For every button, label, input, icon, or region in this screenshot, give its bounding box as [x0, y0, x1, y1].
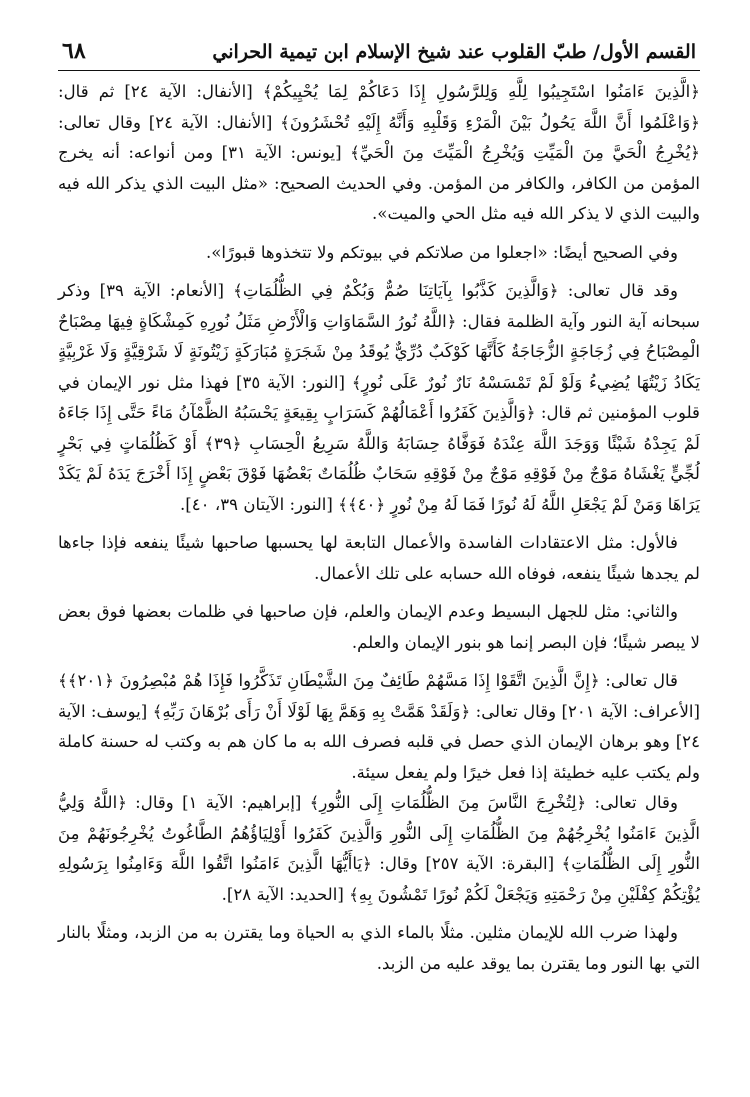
- page-number: ٦٨: [62, 38, 86, 64]
- running-header: [58, 38, 700, 70]
- paragraph-7: وقال تعالى: ﴿لِتُخْرِجَ النَّاسَ مِنَ الظُّلُمَاتِ إِلَى النُّورِ﴾ [إبراهيم: الآية ١] وقال: ﴿اللَّهُ وَلِيُّ الَّذِينَ ءَامَنُوا يُخْرِجُهُمْ مِنَ الظُّلُمَاتِ إِلَى النُّورِ وَالَّذِينَ كَفَرُوا أَوْلِيَاؤُهُمُ الطَّاغُوتُ يُخْرِجُونَهُمْ مِنَ النُّورِ إِلَى الظُّلُمَاتِ﴾ [البقرة: الآية ٢٥٧] وقال: ﴿يَاأَيُّهَا الَّذِينَ ءَامَنُوا اتَّقُوا اللَّهَ وَءَامِنُوا بِرَسُولِهِ يُؤْتِكُمْ كِفْلَيْنِ مِنْ رَحْمَتِهِ وَيَجْعَلْ لَكُمْ نُورًا تَمْشُونَ بِهِ﴾ [الحديد: الآية ٢٨].: [58, 793, 700, 904]
- paragraph-5: والثاني: مثل للجهل البسيط وعدم الإيمان والعلم، فإن صاحبها في ظلمات بعضها فوق بعض لا يبصر شيئًا؛ فإن البصر إنما هو بنور الإيمان والعلم.: [58, 602, 700, 652]
- paragraph-1: ﴿الَّذِينَ ءَامَنُوا اسْتَجِيبُوا لِلَّهِ وَلِلرَّسُولِ إِذَا دَعَاكُمْ لِمَا يُحْيِيكُمْ﴾ [الأنفال: الآية ٢٤] ثم قال: ﴿وَاعْلَمُوا أَنَّ اللَّهَ يَحُولُ بَيْنَ الْمَرْءِ وَقَلْبِهِ وَأَنَّهُ إِلَيْهِ تُحْشَرُونَ﴾ [الأنفال: الآية ٢٤] وقال تعالى: ﴿يُخْرِجُ الْحَيَّ مِنَ الْمَيِّتِ وَيُخْرِجُ الْمَيِّتَ مِنَ الْحَيِّ﴾ [يونس: الآية ٣١] ومن أنواعه: أنه يخرج المؤمن من الكافر، والكافر من المؤمن. وفي الحديث الصحيح: «مثل البيت الذي يذكر الله فيه والبيت الذي لا يذكر الله فيه مثل الحي والميت».: [58, 82, 700, 223]
- header-title: القسم الأول/ طبّ القلوب عند شيخ الإسلام ابن تيمية الحراني: [212, 41, 696, 63]
- paragraph-8: ولهذا ضرب الله للإيمان مثلين. مثلًا بالماء الذي به الحياة وما يقترن به من الزبد، ومثلًا بالنار التي بها النور وما يقترن بما يوقد عليه من الزبد.: [58, 923, 700, 973]
- paragraph-4: فالأول: مثل الاعتقادات الفاسدة والأعمال التابعة لها يحسبها صاحبها شيئًا ينفعه فإذا جاءها لم يجدها شيئًا ينفعه، فوفاه الله حسابه على تلك الأعمال.: [58, 533, 700, 583]
- paragraph-2: وفي الصحيح أيضًا: «اجعلوا من صلاتكم في بيوتكم ولا تتخذوها قبورًا».: [205, 242, 678, 262]
- page-body: [58, 77, 700, 979]
- paragraph-6: قال تعالى: ﴿إِنَّ الَّذِينَ اتَّقَوْا إِذَا مَسَّهُمْ طَائِفٌ مِنَ الشَّيْطَانِ تَذَكَّرُوا فَإِذَا هُمْ مُبْصِرُونَ ﴿٢٠١﴾﴾ [الأعراف: الآية ٢٠١] وقال تعالى: ﴿وَلَقَدْ هَمَّتْ بِهِ وَهَمَّ بِهَا لَوْلَا أَنْ رَأَى بُرْهَانَ رَبِّهِ﴾ [يوسف: الآية ٢٤] وهو برهان الإيمان الذي حصل في قلبه فصرف الله به ما كان هم به وكتب له حسنة كاملة ولم يكتب عليه خطيئة إذا فعل خيرًا ولم يفعل سيئة.: [58, 671, 700, 782]
- paragraph-3: وقد قال تعالى: ﴿وَالَّذِينَ كَذَّبُوا بِآيَاتِنَا صُمٌّ وَبُكْمٌ فِي الظُّلُمَاتِ﴾ [الأنعام: الآية ٣٩] وذكر سبحانه آية النور وآية الظلمة فقال: ﴿اللَّهُ نُورُ السَّمَاوَاتِ وَالْأَرْضِ مَثَلُ نُورِهِ كَمِشْكَاةٍ فِيهَا مِصْبَاحٌ الْمِصْبَاحُ فِي زُجَاجَةٍ الزُّجَاجَةُ كَأَنَّهَا كَوْكَبٌ دُرِّيٌّ يُوقَدُ مِنْ شَجَرَةٍ مُبَارَكَةٍ زَيْتُونَةٍ لَا شَرْقِيَّةٍ وَلَا غَرْبِيَّةٍ يَكَادُ زَيْتُهَا يُضِيءُ وَلَوْ لَمْ تَمْسَسْهُ نَارٌ نُورٌ عَلَى نُورٍ﴾ [النور: الآية ٣٥] فهذا مثل نور الإيمان في قلوب المؤمنين ثم قال: ﴿وَالَّذِينَ كَفَرُوا أَعْمَالُهُمْ كَسَرَابٍ بِقِيعَةٍ يَحْسَبُهُ الظَّمْآنُ مَاءً حَتَّى إِذَا جَاءَهُ لَمْ يَجِدْهُ شَيْئًا وَوَجَدَ اللَّهَ عِنْدَهُ فَوَفَّاهُ حِسَابَهُ وَاللَّهُ سَرِيعُ الْحِسَابِ ﴿٣٩﴾ أَوْ كَظُلُمَاتٍ فِي بَحْرٍ لُجِّيٍّ يَغْشَاهُ مَوْجٌ مِنْ فَوْقِهِ مَوْجٌ مِنْ فَوْقِهِ سَحَابٌ ظُلُمَاتٌ بَعْضُهَا فَوْقَ بَعْضٍ إِذَا أَخْرَجَ يَدَهُ لَمْ يَكَدْ يَرَاهَا وَمَنْ لَمْ يَجْعَلِ اللَّهُ لَهُ نُورًا فَمَا لَهُ مِنْ نُورٍ ﴿٤٠﴾﴾ [النور: الآيتان ٣٩، ٤٠].: [58, 281, 700, 514]
- header-rule: [58, 70, 700, 71]
